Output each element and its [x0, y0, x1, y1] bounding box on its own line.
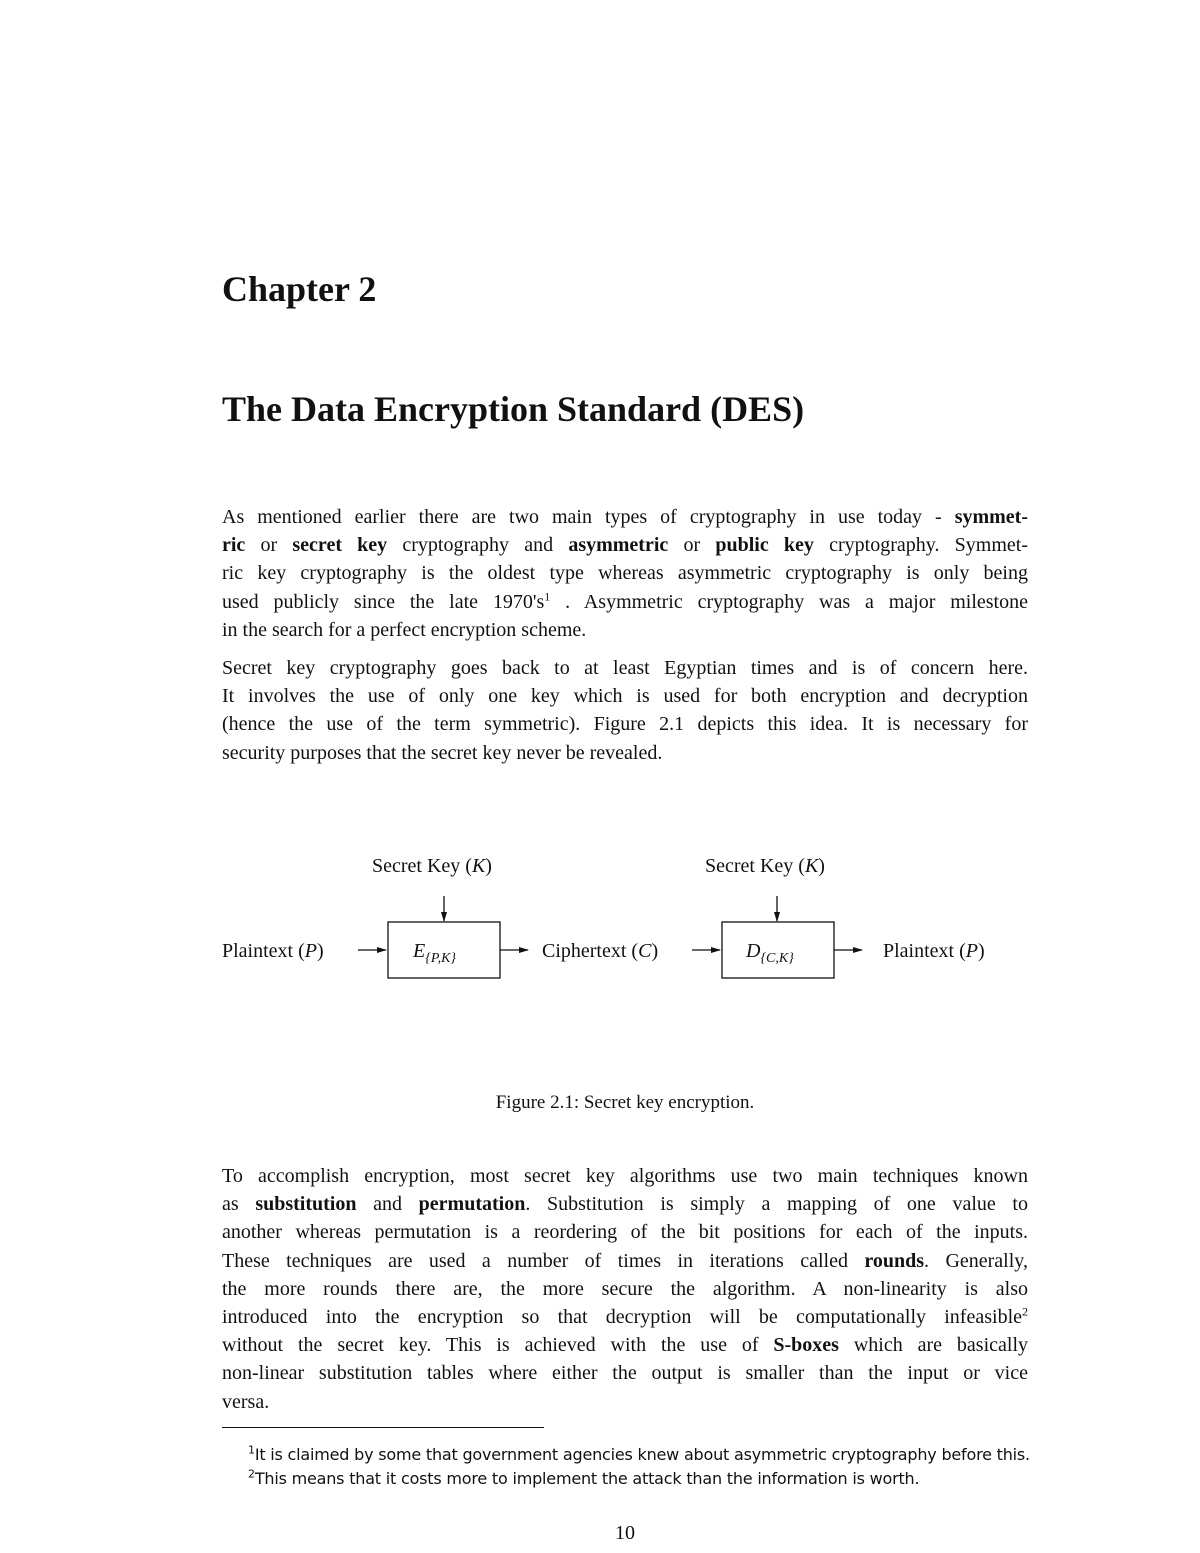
plaintext-input-label: Plaintext (P)	[222, 940, 324, 962]
decryption-function: $D_{\{C,K\}}$	[746, 940, 794, 966]
footnote-marker: 2	[1022, 1304, 1028, 1319]
key-label-decrypt: Secret Key (K)	[705, 855, 825, 877]
secret-key-paragraph	[222, 654, 1028, 767]
bold-term: public key	[715, 534, 814, 557]
footnote-2: $^2$This means that it costs more to implement the attack than the information is worth.	[248, 1467, 920, 1488]
bold-term: permutation	[418, 1193, 526, 1216]
bold-term: S-boxes	[773, 1334, 839, 1357]
footnote-number: 2	[248, 1467, 255, 1481]
text-line: security purposes that the secret key never be revealed.	[222, 741, 663, 764]
intro-paragraph	[222, 503, 1028, 644]
key-label-encrypt: Secret Key (K)	[372, 855, 492, 877]
text-line: ric or secret key cryptography and asymmetric or public key cryptography. Symmet-	[222, 534, 1028, 557]
text-line: To accomplish encryption, most secret key algorithms use two main techniques known	[222, 1165, 1028, 1187]
text-line: in the search for a perfect encryption scheme.	[222, 618, 587, 641]
figure-caption: Figure 2.1: Secret key encryption.	[495, 1092, 755, 1113]
footnote-rule	[222, 1427, 544, 1428]
text-line: Secret key cryptography goes back to at least Egyptian times and is of concern here.	[222, 657, 1028, 679]
bold-term: substitution	[255, 1193, 357, 1216]
text-line: the more rounds there are, the more secure the algorithm. A non-linearity is also	[222, 1277, 1028, 1300]
text-line: versa.	[222, 1390, 270, 1413]
text-line: used publicly since the late $1970's^1$ . Asymmetric cryptography was a major milestone	[222, 588, 1028, 613]
footnote-marker: 1	[544, 588, 551, 603]
ciphertext-label: Ciphertext (C)	[542, 940, 659, 962]
plaintext-output-label: Plaintext (P)	[883, 940, 985, 962]
bold-term: secret key	[292, 534, 388, 557]
bold-term: symmet-	[954, 506, 1028, 528]
footnote-number: 1	[248, 1443, 255, 1457]
bold-term: asymmetric	[568, 534, 669, 557]
text-line: without the secret key. This is achieved with the use of S-boxes which are basically	[222, 1334, 1028, 1357]
text-line: (hence the use of the term symmetric). Figure 2.1 depicts this idea. It is necessary for	[222, 713, 1028, 736]
text-line: As mentioned earlier there are two main types of cryptography in use today - symmet-	[222, 506, 1028, 528]
text-line: another whereas permutation is a reordering of the bit positions for each of the inputs.	[222, 1221, 1028, 1244]
text-line: It involves the use of only one key which is used for both encryption and decryption	[222, 685, 1028, 708]
encryption-function: $E_{\{P,K\}}$	[413, 940, 457, 966]
text-line: non-linear substitution tables where either the output is smaller than the input or vice	[222, 1362, 1028, 1385]
secret-key-diagram	[200, 840, 1040, 1000]
bold-term: rounds	[864, 1249, 925, 1272]
techniques-paragraph	[222, 1162, 1028, 1416]
chapter-title: The Data Encryption Standard (DES)	[222, 389, 805, 429]
page-number: 10	[615, 1522, 635, 1544]
chapter-label: Chapter 2	[222, 269, 377, 309]
text-line: ric key cryptography is the oldest type whereas asymmetric cryptography is only being	[222, 562, 1028, 585]
bold-term: ric	[222, 534, 246, 557]
text-line: These techniques are used a number of times in iterations called rounds. Generally,	[222, 1249, 1028, 1272]
text-line: introduced into the encryption so that decryption will be computationally infeasible$^2$	[222, 1304, 1028, 1329]
encryption-box	[388, 922, 500, 978]
decryption-box	[722, 922, 834, 978]
footnote-1: $^1$It is claimed by some that government agencies knew about asymmetric cryptography before this.	[248, 1443, 1030, 1464]
text-line: as substitution and permutation. Substitution is simply a mapping of one value to	[222, 1193, 1028, 1216]
